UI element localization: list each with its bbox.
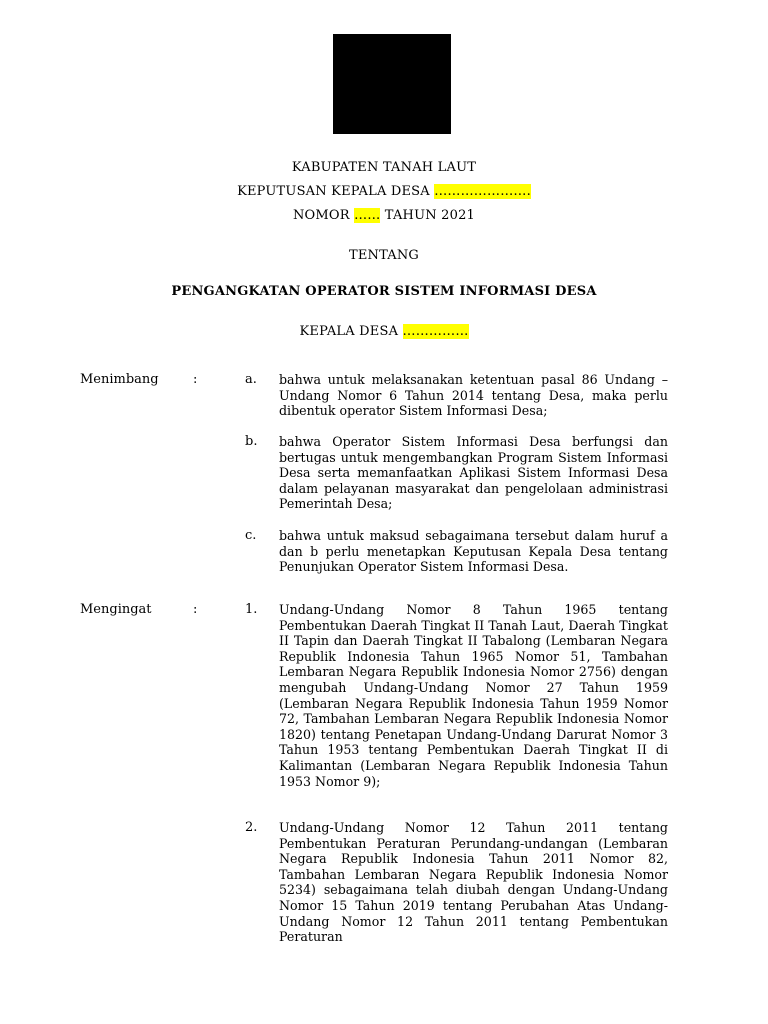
regency-logo — [333, 34, 451, 134]
item-text: bahwa untuk melaksanakan ketentuan pasal 86 Undang – Undang Nomor 6 Tahun 2014 tentang Desa, maka perlu dibentuk operator Sistem Informasi Desa; — [279, 372, 668, 419]
number-prefix: NOMOR — [292, 208, 355, 223]
item-marker: 2. — [245, 820, 258, 835]
item-marker: c. — [245, 528, 257, 543]
about-text: TENTANG — [348, 248, 420, 263]
mengingat-colon: : — [193, 602, 198, 617]
item-text: bahwa untuk maksud sebagaimana tersebut dalam huruf a dan b perlu menetapkan Keputusan Kepala Desa tentang Penunjukan Operator Sistem Informasi Desa. — [279, 528, 668, 575]
number-suffix: TAHUN 2021 — [380, 208, 476, 223]
item-text: Undang-Undang Nomor 8 Tahun 1965 tentang Pembentukan Daerah Tingkat II Tanah Laut, Daerah Tingkat II Tapin dan Daerah Tingkat II Tabalong (Lembaran Negara Republik Indonesia Tahun 1965 Nomor 51, Tambahan Lembaran Negara Republik Indonesia Nomor 2756) dengan mengubah Undang-Undang Nomor 27 Tahun 1959 (Lembaran Negara Republik Indonesia Tahun 1959 Nomor 72, Tambahan Lembaran Negara Republik Indonesia Nomor 1820) tentang Penetapan Undang-Undang Darurat Nomor 3 Tahun 1953 tentang Pembentukan Daerah Tingkat II di Kalimantan (Lembaran Negara Republik Indonesia Tahun 1953 Nomor 9); — [279, 602, 668, 789]
menimbang-colon: : — [193, 372, 198, 387]
head-blank-highlight: …………… — [402, 324, 469, 339]
item-marker: b. — [245, 434, 258, 449]
decree-subject — [0, 284, 768, 299]
regency-text: KABUPATEN TANAH LAUT — [291, 160, 477, 175]
decree-prefix: KEPUTUSAN KEPALA DESA — [237, 184, 435, 199]
decree-number — [0, 208, 768, 223]
item-text: Undang-Undang Nomor 12 Tahun 2011 tentang Pembentukan Peraturan Perundang-undangan (Lembaran Negara Republik Indonesia Tahun 2011 Nomor 82, Tambahan Lembaran Negara Republik Indonesia Nomor 5234) sebagaimana telah diubah dengan Undang-Undang Nomor 15 Tahun 2019 tentang Perubahan Atas Undang-Undang Nomor 12 Tahun 2011 tentang Pembentukan Peraturan — [279, 820, 668, 945]
number-blank-highlight: …… — [354, 208, 381, 223]
decree-blank-highlight: …………………. — [434, 184, 531, 199]
mengingat-label: Mengingat — [80, 602, 152, 617]
menimbang-label: Menimbang — [80, 372, 159, 387]
regency-title — [0, 160, 768, 175]
about-heading — [0, 248, 768, 263]
village-head-title — [0, 324, 768, 339]
item-marker: a. — [245, 372, 257, 387]
subject-text: PENGANGKATAN OPERATOR SISTEM INFORMASI DESA — [171, 284, 597, 299]
head-prefix: KEPALA DESA — [299, 324, 403, 339]
decree-title — [0, 184, 768, 199]
item-text: bahwa Operator Sistem Informasi Desa berfungsi dan bertugas untuk mengembangkan Program Sistem Informasi Desa serta memanfaatkan Aplikasi Sistem Informasi Desa dalam pelayanan masyarakat dan pengelolaan administrasi Pemerintah Desa; — [279, 434, 668, 512]
item-marker: 1. — [245, 602, 258, 617]
